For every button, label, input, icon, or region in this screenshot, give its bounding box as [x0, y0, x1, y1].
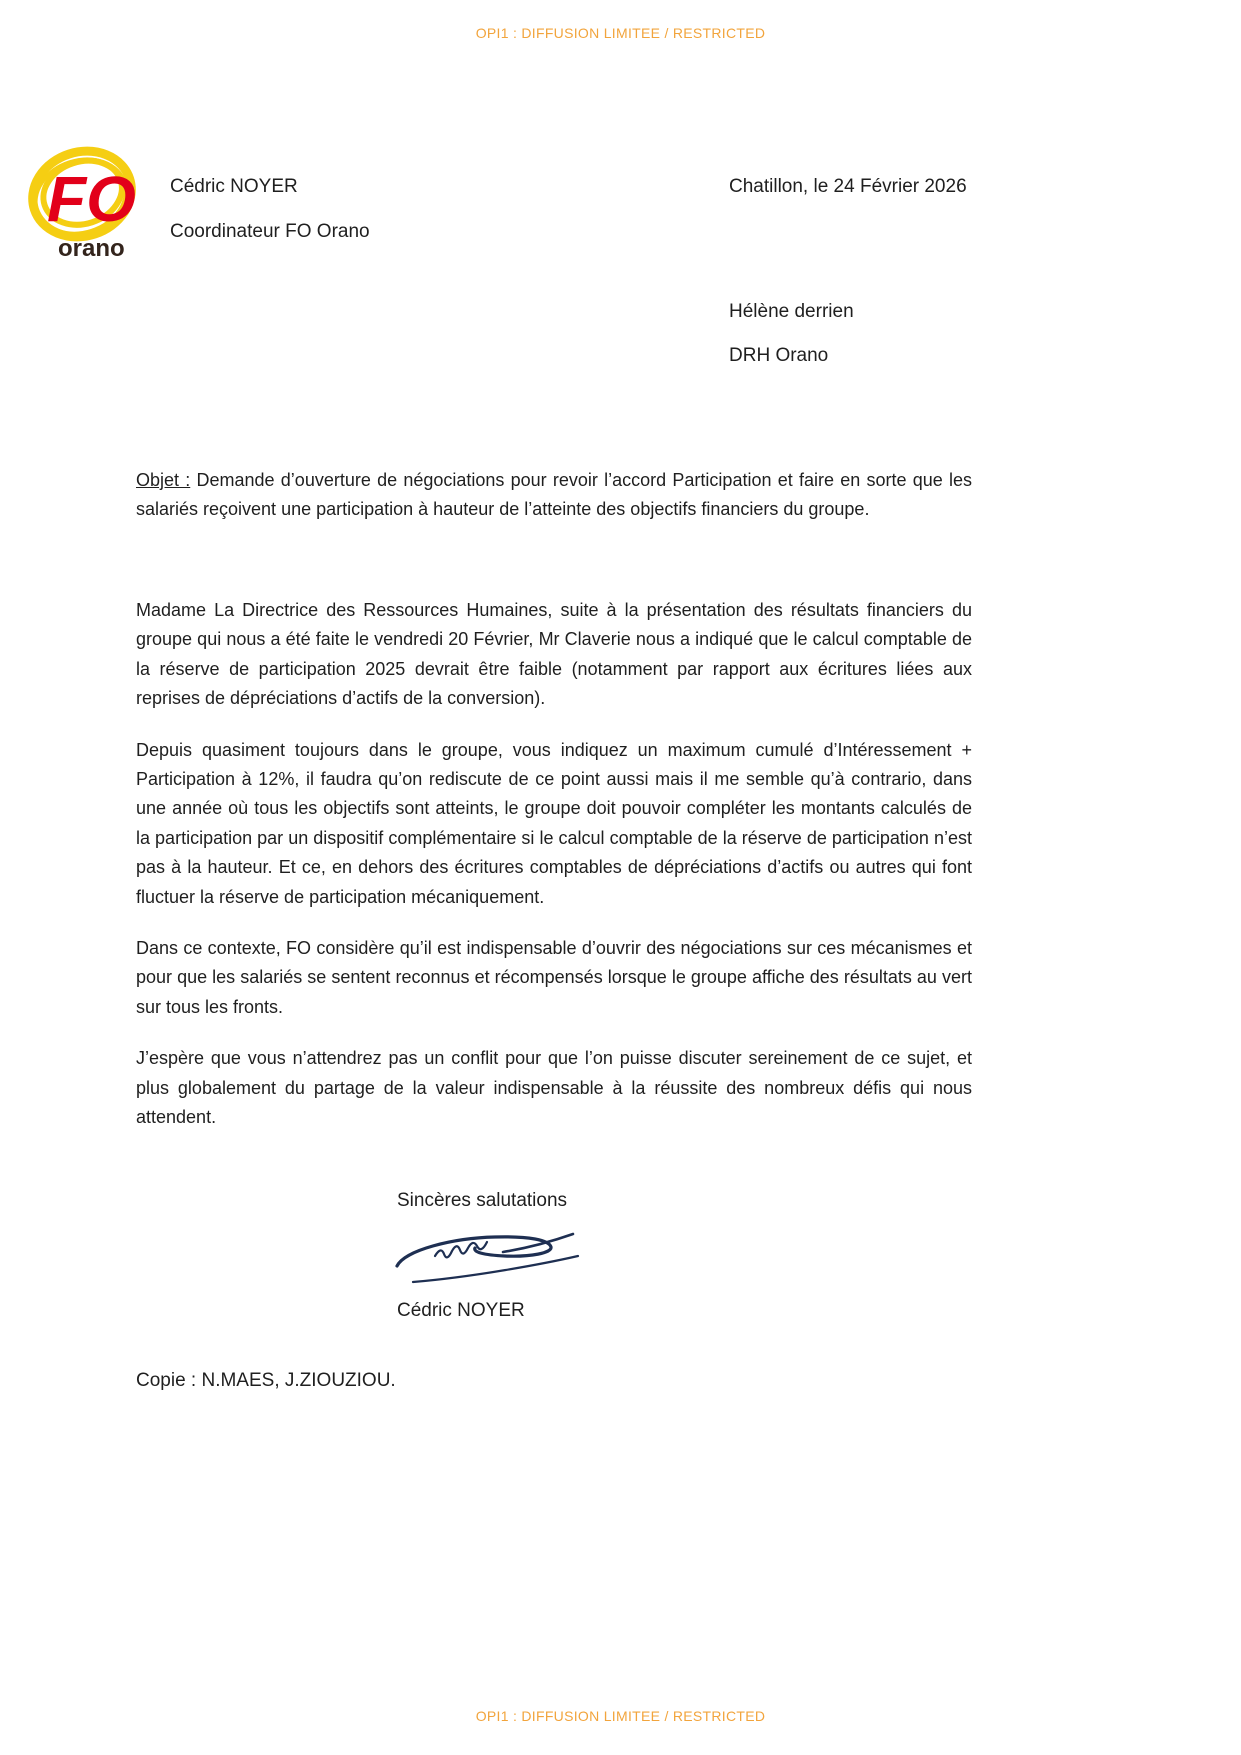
recipient-name: Hélène derrien [729, 301, 854, 322]
classification-header: OPI1 : DIFFUSION LIMITEE / RESTRICTED [475, 25, 766, 41]
body-paragraph-4: J’espère que vous n’attendrez pas un conflit pour que l’on puisse discuter sereinement de ce sujet, et plus globalement du partage de la valeur indispensable à la réussite des nombreux défis qui nous attendent. [136, 1048, 972, 1128]
subject-text: Demande d’ouverture de négociations pour revoir l’accord Participation et faire en sorte que les salariés reçoivent une participation à hauteur de l’atteinte des objectifs financiers du groupe. [136, 470, 972, 520]
copy-line: Copie : N.MAES, J.ZIOUZIOU. [136, 1370, 396, 1391]
date-line: Chatillon, le 24 Février 2026 [729, 176, 967, 197]
body-paragraph-3: Dans ce contexte, FO considère qu’il est indispensable d’ouvrir des négociations sur ces mécanismes et pour que les salariés se sentent reconnus et récompensés lorsque le groupe affiche des résultats au vert sur tous les fronts. [136, 938, 972, 1017]
body-paragraph-2: Depuis quasiment toujours dans le groupe, vous indiquez un maximum cumulé d’Intéressement + Participation à 12%, il faudra qu’on rediscute de ce point aussi mais il me semble qu’à contrario, dans une année où tous les objectifs sont atteints, le groupe doit pouvoir compléter les montants calculés de la participation par un dispositif complémentaire si le calcul comptable de la réserve de participation n’est pas à la hauteur. Et ce, en dehors des écritures comptables de dépréciations d’actifs ou autres qui font fluctuer la réserve de participation mécaniquement. [136, 739, 972, 907]
signatory-name: Cédric NOYER [397, 1300, 525, 1321]
classification-footer: OPI1 : DIFFUSION LIMITEE / RESTRICTED [475, 1708, 766, 1724]
signature-image [383, 1226, 583, 1298]
recipient-title: DRH Orano [729, 345, 829, 366]
sender-title: Coordinateur FO Orano [170, 221, 370, 242]
body-paragraph-1: Madame La Directrice des Ressources Humaines, suite à la présentation des résultats financiers du groupe qui nous a été faite le vendredi 20 Février, Mr Claverie nous a indiqué que le calcul comptable de la réserve de participation 2025 devrait être faible (notamment par rapport aux écritures liées aux reprises de dépréciations d’actifs de la conversion). [136, 600, 972, 709]
subject-paragraph [136, 466, 972, 525]
closing-salutation: Sincères salutations [397, 1190, 568, 1211]
logo-fo-text: FO [47, 163, 136, 235]
subject-label: Objet : [136, 470, 191, 490]
logo-orano-text: orano [58, 235, 125, 262]
letter-body [136, 596, 972, 1155]
fo-orano-logo-icon [22, 142, 147, 262]
sender-name: Cédric NOYER [170, 176, 298, 197]
